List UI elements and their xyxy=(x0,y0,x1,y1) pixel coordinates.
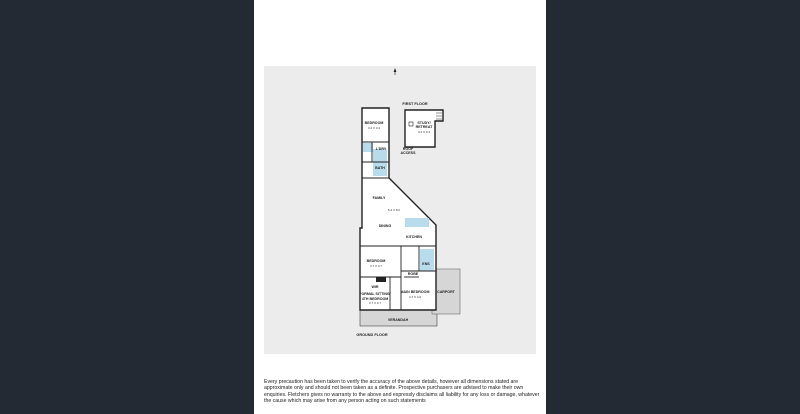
kitchen-bench xyxy=(405,218,429,227)
ens-label: ENS xyxy=(422,262,430,266)
main-bedroom-dims: 3.7 X 4.6 xyxy=(408,295,422,299)
family-label: FAMILY xyxy=(372,196,386,200)
bedroom-rear-dims: 3.2 X 3.4 xyxy=(367,126,381,130)
bedroom-mid-dims: 3.7 X 3.7 xyxy=(369,264,383,268)
bath-wet-area xyxy=(373,149,387,176)
floor-plan-panel xyxy=(264,66,536,354)
study-dims: 3.2 X 3.4 xyxy=(417,130,431,134)
disclaimer-text: Every precaution has been taken to verify the accuracy of the above details, however all dimensions stated are approximate only and should not been taken as a definite. Prospective purchasers are advised to make their own enquiries. Fletchers gives no warranty to the above and expressly disclaims all liability for any loss or damage, whatever the cause which may arise from any person acting on such statements xyxy=(264,379,540,405)
ground-floor-label: GROUND FLOOR xyxy=(356,333,388,337)
north-arrow-icon xyxy=(394,68,397,75)
laundry-wet-area xyxy=(363,143,373,152)
robe-label: ROBE xyxy=(407,272,419,276)
kitchen-label: KITCHEN xyxy=(406,235,422,239)
dining-label: DINING xyxy=(378,224,392,228)
roof-label: ROOF xyxy=(402,147,414,151)
fireplace-icon xyxy=(376,277,386,282)
main-bedroom-label: MAIN BEDROOM xyxy=(400,290,430,294)
formal-dims: 3.7 X 3.7 xyxy=(368,301,382,305)
ldry-label: L'DRY xyxy=(375,147,387,151)
first-floor-label: FIRST FLOOR xyxy=(402,102,428,106)
verandah-label: VERANDAH xyxy=(387,318,409,322)
brochure-page xyxy=(254,0,546,414)
access-label: ACCESS xyxy=(400,151,416,155)
formal-sitting-label: FORMAL SITTING/ xyxy=(359,292,391,296)
fourth-bedroom-label: 4TH BEDROOM xyxy=(361,297,389,301)
family-dims: 5.2 X 8.2 xyxy=(387,208,401,212)
ensuite-wet-area xyxy=(420,249,434,271)
study-label: STUDY/ xyxy=(417,121,431,125)
bedroom-mid-label: BEDROOM xyxy=(366,259,386,263)
carport-label: CARPORT xyxy=(437,290,455,294)
retreat-label: RETREAT xyxy=(415,125,433,129)
floor-plan xyxy=(264,66,536,354)
bedroom-rear-label: BEDROOM xyxy=(364,121,384,125)
wir-label: WIR xyxy=(371,285,379,289)
bath-label: BATH xyxy=(375,166,385,170)
